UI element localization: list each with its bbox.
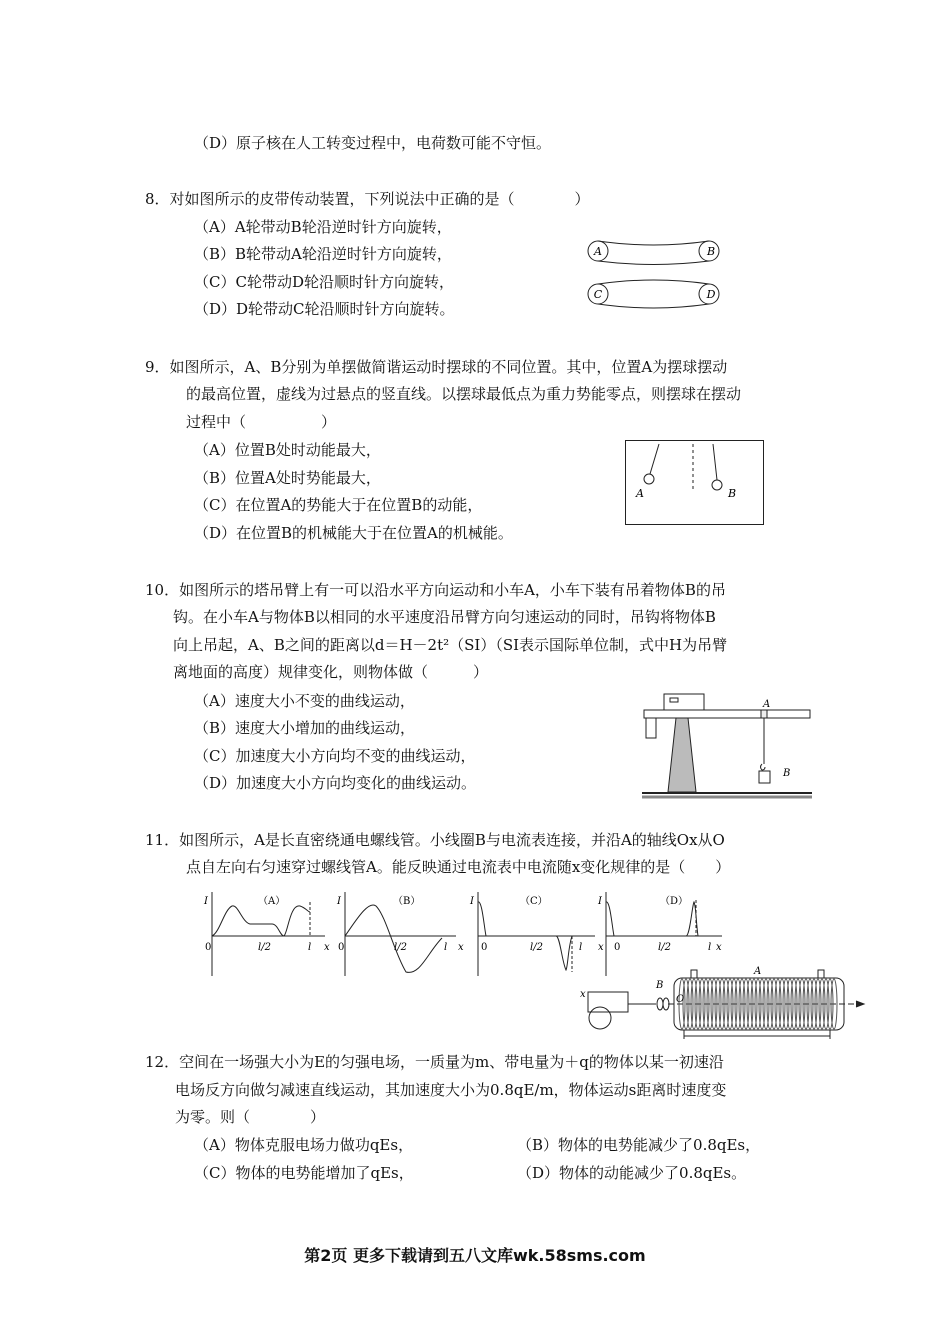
q11-stem-line1: 11．如图所示，A是长直密绕通电螺线管。小线圈B与电流表连接，并沿A的轴线Ox从O bbox=[145, 831, 725, 849]
graph-b-tick-half: l/2 bbox=[394, 942, 407, 953]
q10-stem-line3: 向上吊起，A、B之间的距离以d＝H－2t²（SI）（SI表示国际单位制，式中H为吊臂 bbox=[173, 636, 728, 654]
graph-d-xlabel: x bbox=[716, 942, 722, 953]
graph-d-tick-half: l/2 bbox=[658, 942, 671, 953]
wheel-c-label: C bbox=[593, 288, 603, 301]
solenoid-a-label: A bbox=[754, 966, 762, 977]
q10-stem-line1: 10．如图所示的塔吊臂上有一可以沿水平方向运动和小车A，小车下装有吊着物体B的吊 bbox=[145, 581, 726, 599]
graph-c-tick-0: 0 bbox=[481, 942, 488, 953]
q8-option-b: （B）B轮带动A轮沿逆时针方向旋转， bbox=[194, 245, 452, 263]
q9-option-b: （B）位置A处时势能最大， bbox=[194, 469, 381, 487]
q10-option-d: （D）加速度大小方向均变化的曲线运动。 bbox=[194, 774, 477, 792]
page-footer: 第2页 更多下载请到五八文库wk.58sms.com bbox=[304, 1246, 646, 1265]
solenoid-figure bbox=[578, 964, 868, 1044]
graph-b-label: （B） bbox=[393, 896, 421, 907]
graph-b-ylabel: I bbox=[337, 896, 341, 907]
graph-c-xlabel: x bbox=[598, 942, 604, 953]
q9-stem-line2: 的最高位置，虚线为过悬点的竖直线。以摆球最低点为重力势能零点，则摆球在摆动 bbox=[186, 385, 742, 403]
q9-option-c: （C）在位置A的势能大于在位置B的动能， bbox=[194, 496, 483, 514]
graph-c-label: （C） bbox=[520, 896, 548, 907]
q12-option-a: （A）物体克服电场力做功qEs， bbox=[194, 1136, 414, 1154]
graph-d-tick-0: 0 bbox=[614, 942, 621, 953]
graph-d-tick-l: l bbox=[708, 942, 712, 953]
graph-d-ylabel: I bbox=[598, 896, 602, 907]
graph-c-tick-half: l/2 bbox=[530, 942, 543, 953]
q8-stem: 8．对如图所示的皮带传动装置，下列说法中正确的是（ ） bbox=[145, 190, 590, 208]
graph-a-ylabel: I bbox=[204, 896, 208, 907]
q12-option-d: （D）物体的动能减少了0.8qEs。 bbox=[517, 1164, 747, 1182]
q12-stem-line1: 12．空间在一场强大小为E的匀强电场，一质量为m、带电量为＋q的物体以某一初速沿 bbox=[145, 1053, 724, 1071]
q8-option-a: （A）A轮带动B轮沿逆时针方向旋转， bbox=[194, 218, 452, 236]
graph-a-label: （A） bbox=[258, 896, 286, 907]
q12-stem-line3: 为零。则（ ） bbox=[175, 1108, 326, 1126]
graph-a-tick-0: 0 bbox=[205, 942, 212, 953]
solenoid-coil-b-label: B bbox=[656, 980, 664, 991]
graph-d-label: （D） bbox=[660, 896, 689, 907]
belt-drive-figure bbox=[580, 232, 730, 314]
q10-option-a: （A）速度大小不变的曲线运动， bbox=[194, 692, 415, 710]
q9-option-d: （D）在位置B的机械能大于在位置A的机械能。 bbox=[194, 524, 513, 542]
q12-option-b: （B）物体的电势能减少了0.8qEs， bbox=[517, 1136, 761, 1154]
wheel-d-label: D bbox=[706, 288, 716, 301]
graph-b-xlabel: x bbox=[458, 942, 464, 953]
graph-c-tick-l: l bbox=[579, 942, 583, 953]
q9-stem-line1: 9．如图所示，A、B分别为单摆做简谐运动时摆球的不同位置。其中，位置A为摆球摆动 bbox=[145, 358, 728, 376]
tower-crane-figure bbox=[642, 692, 812, 802]
q10-option-c: （C）加速度大小方向均不变的曲线运动， bbox=[194, 747, 476, 765]
graph-b-tick-l: l bbox=[444, 942, 448, 953]
crane-trolley-a-label: A bbox=[763, 699, 771, 710]
wheel-b-label: B bbox=[706, 245, 716, 258]
q9-option-a: （A）位置B处时动能最大， bbox=[194, 441, 381, 459]
wheel-a-label: A bbox=[594, 245, 602, 258]
pendulum-figure bbox=[625, 440, 765, 526]
q8-option-c: （C）C轮带动D轮沿顺时针方向旋转， bbox=[194, 273, 454, 291]
solenoid-axis-label: x bbox=[580, 989, 586, 1000]
q10-option-b: （B）速度大小增加的曲线运动， bbox=[194, 719, 416, 737]
q12-stem-line2: 电场反方向做匀减速直线运动，其加速度大小为0.8qE/m，物体运动s距离时速度变 bbox=[175, 1081, 727, 1099]
q7-option-d: （D）原子核在人工转变过程中，电荷数可能不守恒。 bbox=[194, 134, 552, 152]
crane-load-b-label: B bbox=[783, 768, 791, 779]
pendulum-a-label: A bbox=[636, 487, 644, 500]
pendulum-b-label: B bbox=[728, 487, 737, 500]
q11-stem-line2: 点自左向右匀速穿过螺线管A。能反映通过电流表中电流随x变化规律的是（ ） bbox=[186, 858, 731, 876]
q9-stem-line3: 过程中（ ） bbox=[186, 413, 337, 431]
graph-a-xlabel: x bbox=[324, 942, 330, 953]
q12-option-c: （C）物体的电势能增加了qEs， bbox=[194, 1164, 414, 1182]
graph-c-ylabel: I bbox=[470, 896, 474, 907]
q10-stem-line4: 离地面的高度）规律变化，则物体做（ ） bbox=[173, 663, 489, 681]
q10-stem-line2: 钩。在小车A与物体B以相同的水平速度沿吊臂方向匀速运动的同时，吊钩将物体B bbox=[173, 608, 716, 626]
graph-b-tick-0: 0 bbox=[338, 942, 345, 953]
q8-option-d: （D）D轮带动C轮沿顺时针方向旋转。 bbox=[194, 300, 455, 318]
solenoid-origin-label: O bbox=[676, 994, 685, 1005]
graph-a-tick-l: l bbox=[308, 942, 312, 953]
graph-a-tick-half: l/2 bbox=[258, 942, 271, 953]
